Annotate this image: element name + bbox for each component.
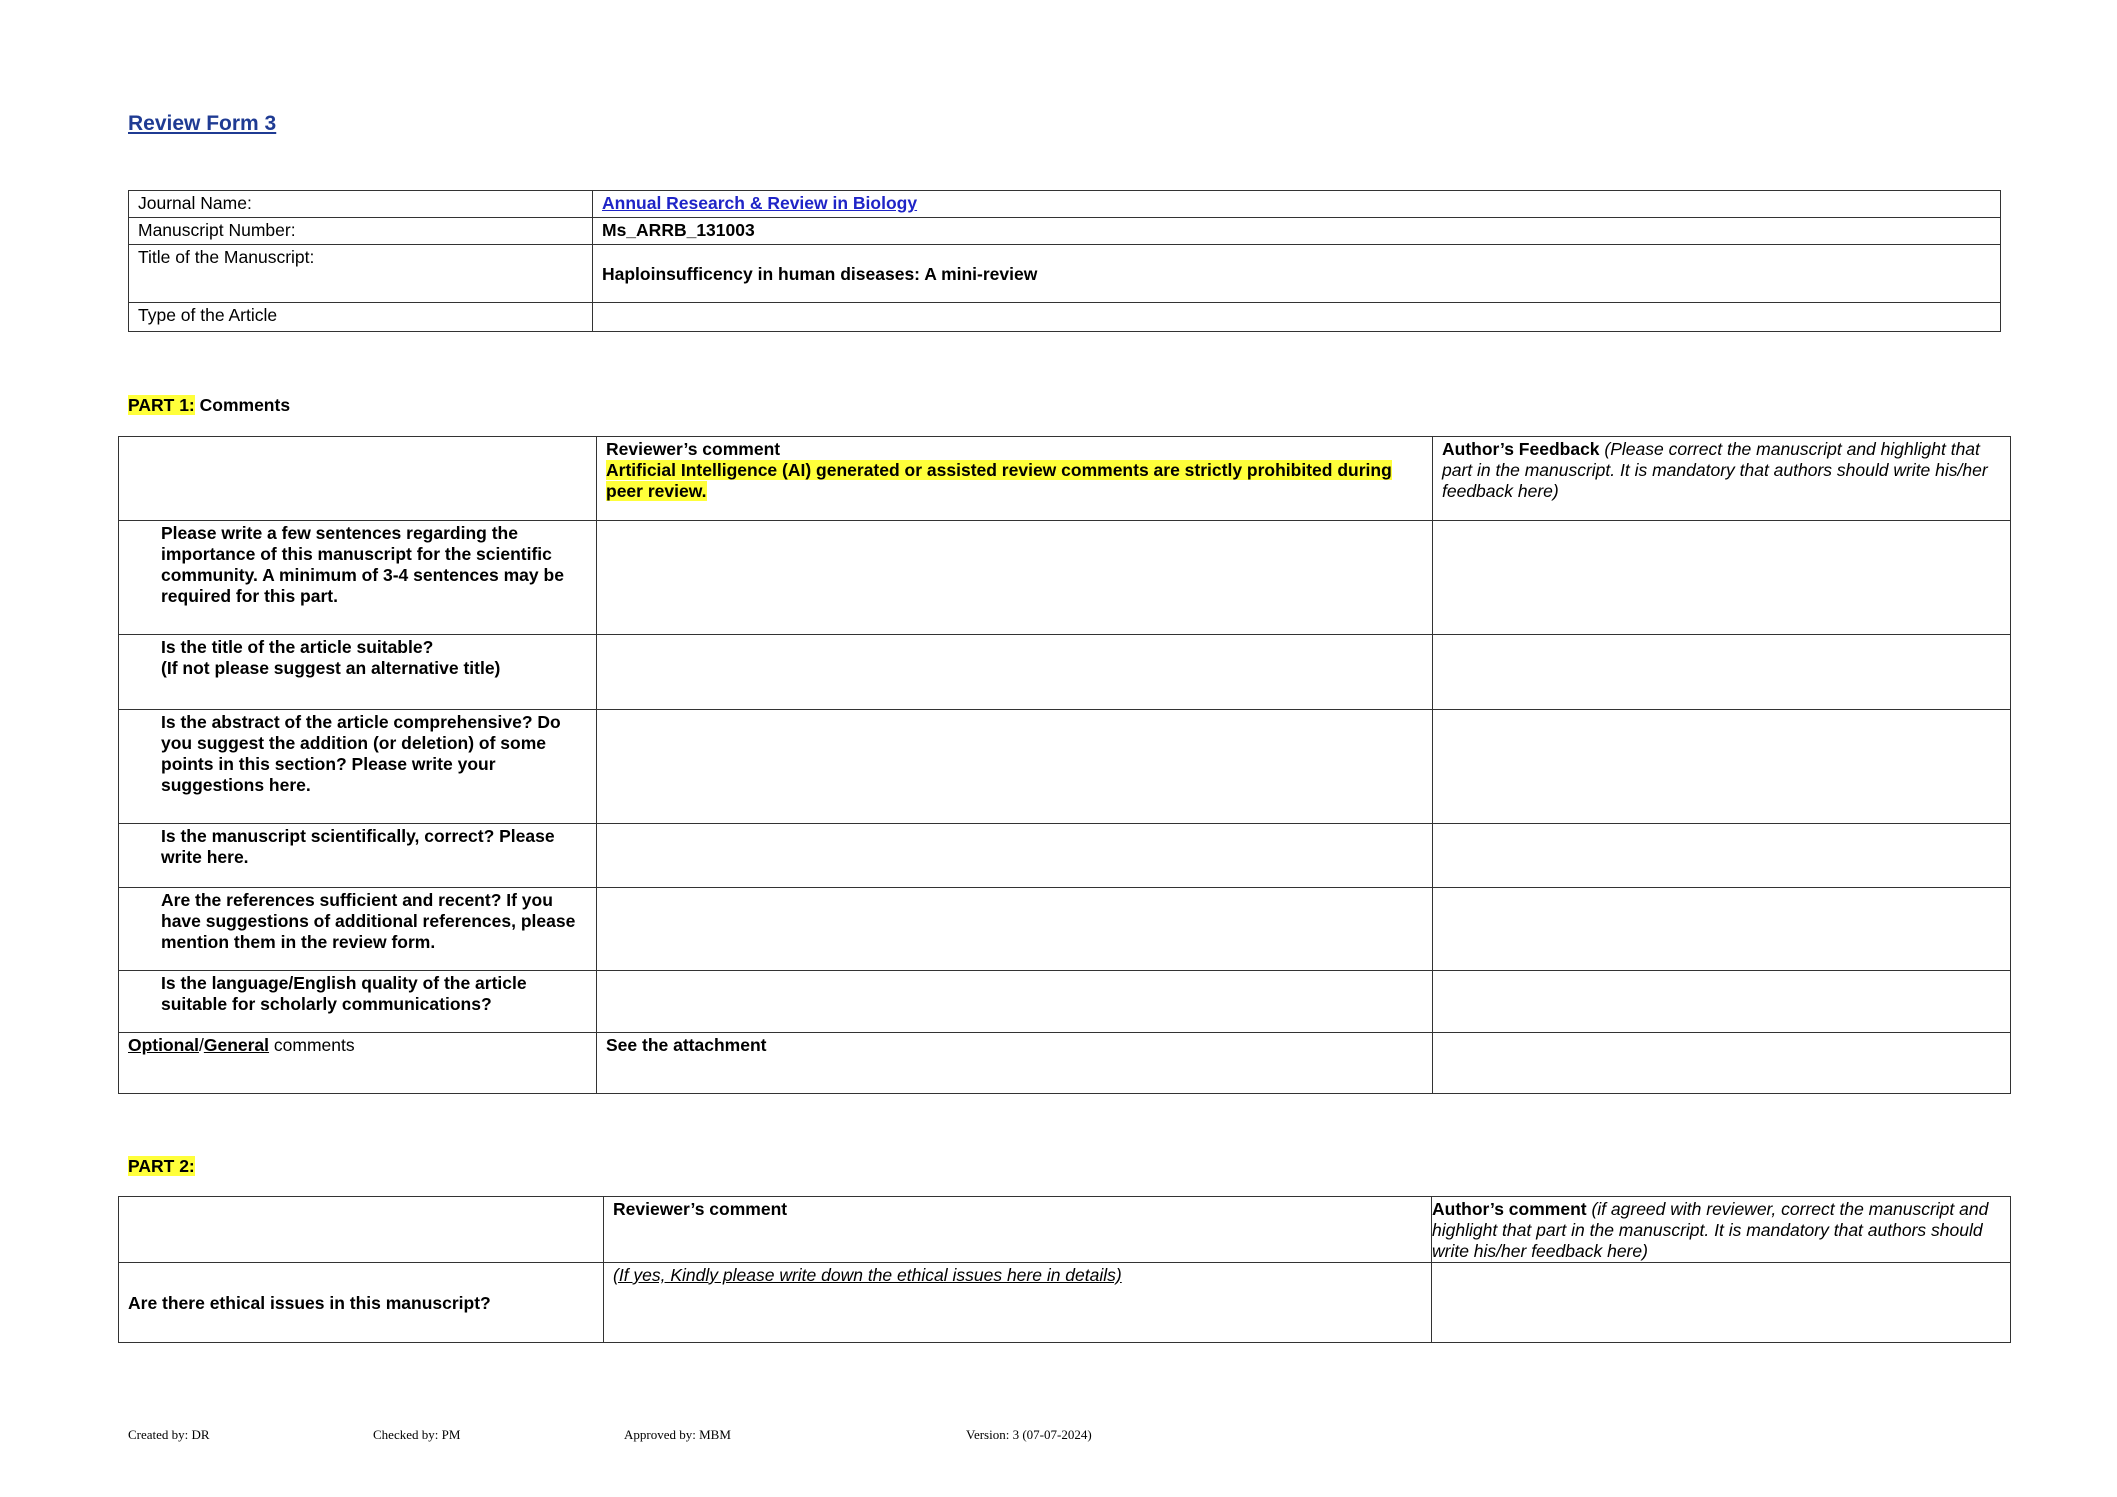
part2-author-header [1432,1197,2011,1263]
part2-heading [128,1156,195,1177]
author-feedback-cell[interactable] [1433,635,2011,710]
table-row [119,521,2011,635]
article-type-row [129,303,2001,332]
table-row [119,824,2011,888]
optional-author-feedback[interactable] [1433,1033,2011,1094]
manuscript-info-table [128,190,2001,332]
ethics-author-comment[interactable] [1432,1263,2011,1343]
comments-word: comments [269,1035,355,1055]
reviewer-comment-cell[interactable] [597,888,1433,971]
author-comment-instructions: (if agreed with reviewer, correct the manuscript and highlight that part in the manuscript. It is mandatory that authors should write his/her feedback here) [1432,1199,1989,1261]
reviewer-comment-cell[interactable] [597,971,1433,1033]
ethics-reviewer-comment[interactable]: (If yes, Kindly please write down the ethical issues here in details) [604,1263,1432,1343]
article-type-label: Type of the Article [129,303,593,332]
general-word: General [203,1035,270,1055]
table-row [119,635,2011,710]
optional-reviewer-comment[interactable]: See the attachment [597,1033,1433,1094]
question-abstract: Is the abstract of the article comprehensive? Do you suggest the addition (or deletion) of some points in this section? Please write your suggestions here. [119,710,597,824]
question-references: Are the references sufficient and recent? If you have suggestions of additional references, please mention them in the review form. [119,888,597,971]
table-row [119,888,2011,971]
part1-header-row [119,437,2011,521]
optional-separator: / [198,1035,204,1055]
footer-checked-by: Checked by: PM [373,1427,461,1442]
author-feedback-cell[interactable] [1433,888,2011,971]
reviewer-comment-cell[interactable] [597,521,1433,635]
manuscript-number-row [129,218,2001,245]
table-row [119,971,2011,1033]
part1-heading-prefix: PART 1: [128,395,195,415]
part1-comments-table [118,436,2011,1094]
part1-author-header [1433,437,2011,521]
optional-comments-label [119,1033,597,1094]
part1-heading [128,395,290,416]
article-type-field[interactable] [593,303,2001,332]
footer-approved-by: Approved by: MBM [624,1427,731,1442]
manuscript-number-label: Manuscript Number: [129,218,593,245]
reviewer-header-label: Reviewer’s comment [606,439,781,459]
ethics-row [119,1263,2011,1343]
table-row [119,710,2011,824]
manuscript-number-value: Ms_ARRB_131003 [593,218,2001,245]
question-scientific: Is the manuscript scientifically, correct? Please write here. [119,824,597,888]
manuscript-title-value: Haploinsufficency in human diseases: A mini-review [593,245,2001,303]
question-language: Is the language/English quality of the article suitable for scholarly communications? [119,971,597,1033]
author-feedback-cell[interactable] [1433,521,2011,635]
part2-header-row [119,1197,2011,1263]
reviewer-comment-cell[interactable] [597,824,1433,888]
reviewer-comment-cell[interactable] [597,635,1433,710]
form-title[interactable]: Review Form 3 [128,112,277,135]
author-feedback-label: Author’s Feedback [1442,439,1600,459]
part1-header-blank [119,437,597,521]
part2-header-blank [119,1197,604,1263]
part1-reviewer-header [597,437,1433,521]
ethics-question: Are there ethical issues in this manuscript? [119,1263,604,1343]
author-comment-label: Author’s comment [1432,1199,1587,1219]
part1-heading-suffix: Comments [194,395,291,415]
optional-comments-row [119,1033,2011,1094]
manuscript-title-label: Title of the Manuscript: [129,245,593,303]
question-title-suitable: Is the title of the article suitable? (If not please suggest an alternative title) [119,635,597,710]
author-feedback-cell[interactable] [1433,824,2011,888]
author-feedback-cell[interactable] [1433,710,2011,824]
part2-heading-label: PART 2: [128,1156,195,1176]
journal-link[interactable]: Annual Research & Review in Biology [602,193,918,213]
question-importance: Please write a few sentences regarding the importance of this manuscript for the scientific community. A minimum of 3-4 sentences may be required for this part. [119,521,597,635]
footer-version: Version: 3 (07-07-2024) [966,1427,1092,1442]
optional-word: Optional [128,1035,199,1055]
footer-created-by: Created by: DR [128,1427,210,1442]
author-feedback-instructions: (Please correct the manuscript and highlight that part in the manuscript. It is mandatory that authors should write his/her feedback here) [1442,439,1988,501]
reviewer-comment-cell[interactable] [597,710,1433,824]
journal-row [129,191,2001,218]
author-feedback-cell[interactable] [1433,971,2011,1033]
part2-reviewer-header: Reviewer’s comment [604,1197,1432,1263]
part2-ethics-table [118,1196,2011,1343]
journal-label: Journal Name: [129,191,593,218]
manuscript-title-row [129,245,2001,303]
ai-notice: Artificial Intelligence (AI) generated or assisted review comments are strictly prohibited during peer review. [606,460,1392,501]
